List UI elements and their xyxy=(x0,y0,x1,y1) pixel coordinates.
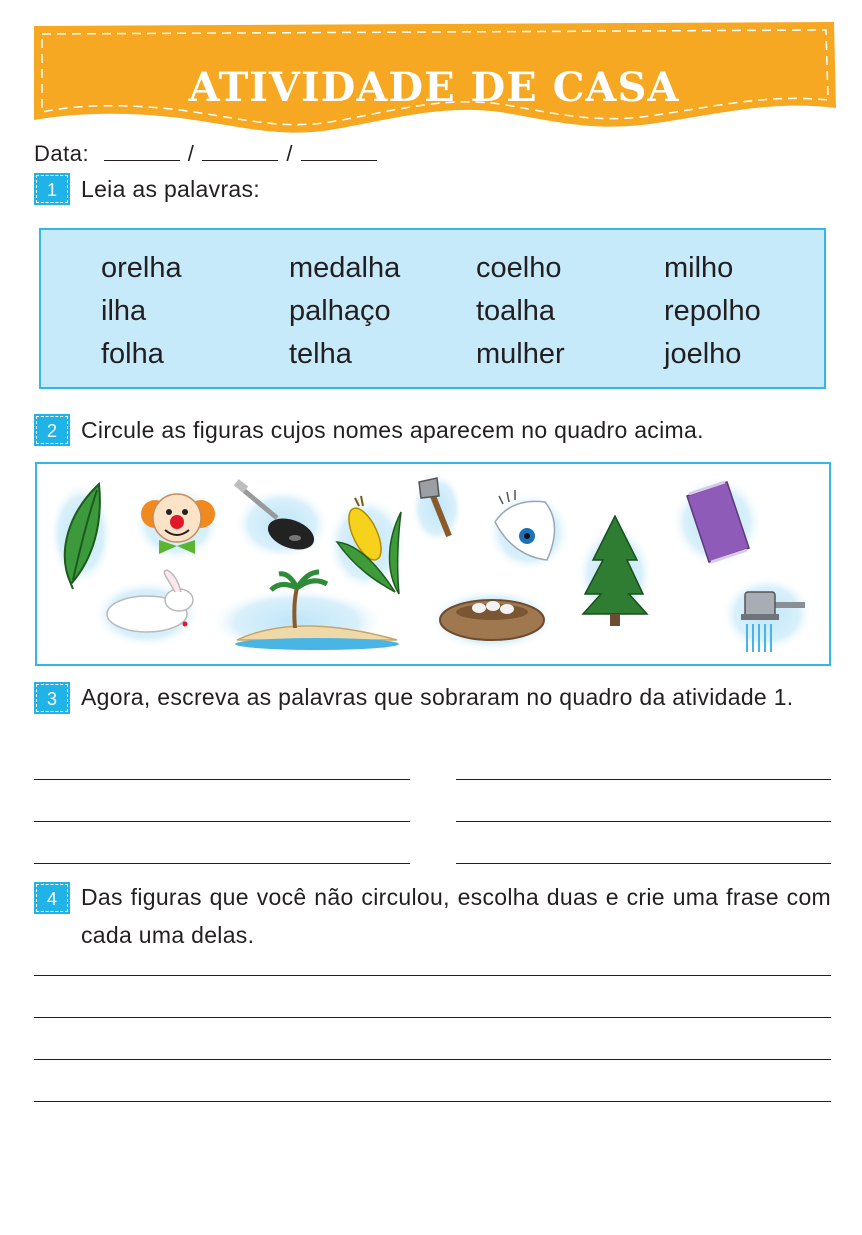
question-2-number: 2 xyxy=(36,416,68,444)
sentence-line[interactable] xyxy=(34,1059,831,1060)
rabbit-figure[interactable] xyxy=(93,570,201,648)
answer-line[interactable] xyxy=(456,779,831,780)
towel-figure[interactable] xyxy=(671,476,763,568)
word-item: telha xyxy=(289,338,352,370)
corn-figure[interactable] xyxy=(327,496,407,594)
answer-line[interactable] xyxy=(456,821,831,822)
answer-line[interactable] xyxy=(456,863,831,864)
word-item: joelho xyxy=(664,338,742,370)
date-separator: / xyxy=(286,141,293,166)
date-month-blank[interactable] xyxy=(202,142,278,161)
word-item: medalha xyxy=(289,252,401,284)
key-figure[interactable] xyxy=(234,479,330,560)
word-item: toalha xyxy=(476,295,556,327)
word-item: palhaço xyxy=(289,295,391,327)
question-3-number: 3 xyxy=(36,684,68,712)
figure-box xyxy=(35,462,831,666)
question-2-text: Circule as figuras cujos nomes aparecem no quadro acima. xyxy=(81,417,704,443)
question-1-text: Leia as palavras: xyxy=(81,176,260,202)
question-1-number: 1 xyxy=(36,175,68,203)
date-line xyxy=(34,141,385,167)
leaf-figure[interactable] xyxy=(49,482,113,589)
sentence-line[interactable] xyxy=(34,1101,831,1102)
date-label: Data: xyxy=(34,141,90,166)
sentence-line[interactable] xyxy=(34,1017,831,1018)
word-item: orelha xyxy=(101,252,182,284)
word-item: repolho xyxy=(664,295,761,327)
word-item: milho xyxy=(664,252,734,284)
word-item: ilha xyxy=(101,295,147,327)
word-box xyxy=(39,228,826,389)
eye-figure[interactable] xyxy=(487,490,571,572)
question-4-text: Das figuras que você não circulou, escolha duas e crie uma frase com cada uma delas. xyxy=(81,884,831,948)
answer-line[interactable] xyxy=(34,863,410,864)
answer-line[interactable] xyxy=(34,779,410,780)
word-item: mulher xyxy=(476,338,565,370)
page-title: ATIVIDADE DE CASA xyxy=(188,64,680,111)
date-separator: / xyxy=(187,141,195,166)
sentence-line[interactable] xyxy=(34,975,831,976)
shower-figure[interactable] xyxy=(721,576,813,652)
word-item: coelho xyxy=(476,252,562,284)
pine-tree-figure[interactable] xyxy=(577,516,653,626)
header-banner xyxy=(30,20,838,138)
date-day-blank[interactable] xyxy=(104,142,180,161)
axe-figure[interactable] xyxy=(411,472,463,544)
nest-figure[interactable] xyxy=(428,588,556,652)
date-year-blank[interactable] xyxy=(301,142,377,161)
answer-line[interactable] xyxy=(34,821,410,822)
clown-figure[interactable] xyxy=(133,486,221,562)
word-item: folha xyxy=(101,338,164,370)
question-3-text: Agora, escreva as palavras que sobraram no quadro da atividade 1. xyxy=(81,684,794,710)
question-4-number: 4 xyxy=(36,884,68,912)
